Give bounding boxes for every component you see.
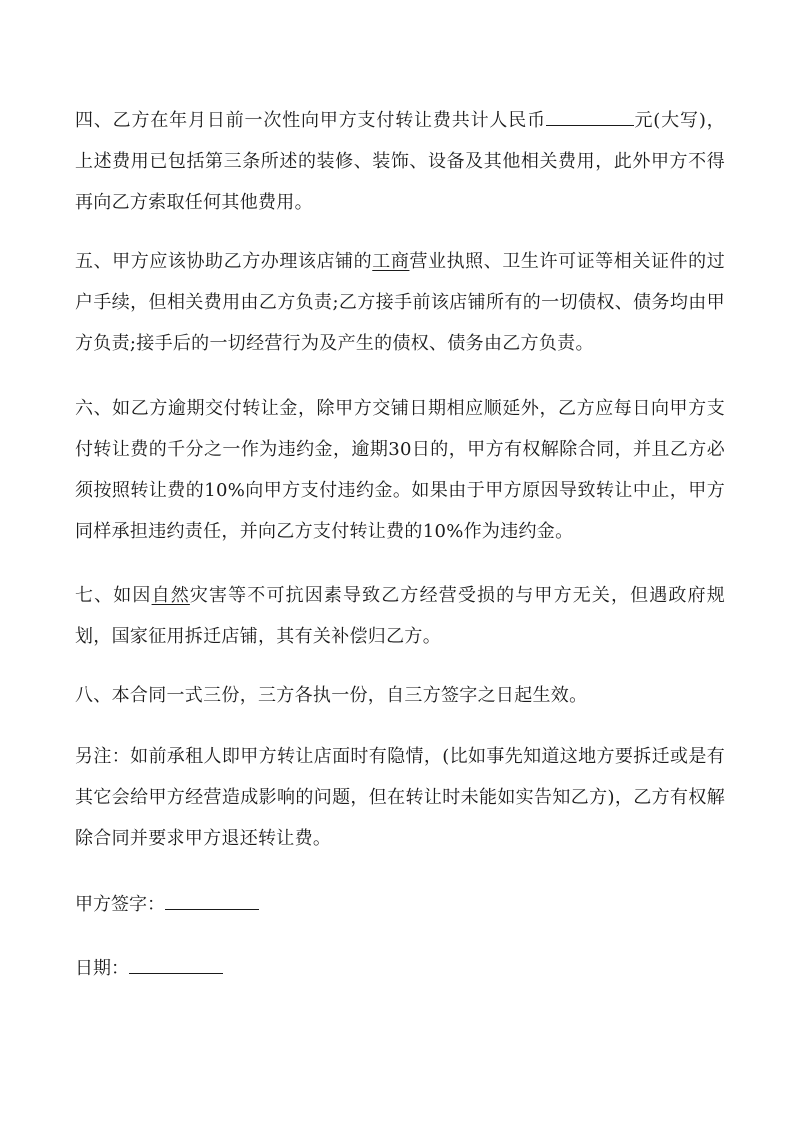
clause-7-text-a: 七、如因 (75, 585, 152, 606)
clause-6: 六、如乙方逾期交付转让金，除甲方交铺日期相应顺延外，乙方应每日向甲方支付转让费的千分之一作为违约金，逾期30日的，甲方有权解除合同，并且乙方必须按照转让费的10%向甲方支付违约金。如果由于甲方原因导致转让中止，甲方同样承担违约责任，并向乙方支付转让费的10%作为违约金。 (75, 398, 725, 542)
clause-8: 八、本合同一式三份，三方各执一份，自三方签字之日起生效。 (75, 685, 588, 706)
signature-label: 甲方签字： (75, 894, 165, 915)
date-label: 日期： (75, 958, 129, 979)
date-blank (129, 953, 223, 974)
clause-7-text-b: 灾害等不可抗因素导致乙方经营受损的与甲方无关，但遇政府规划，国家征用拆迁店铺，其有关补偿归乙方。 (75, 585, 726, 647)
signature-blank (165, 889, 259, 910)
clause-4 (75, 100, 725, 223)
clause-5-underlined: 工商 (372, 251, 410, 272)
clause-5-text-b: 营业执照、卫生许可证等相关证件的过户手续，但相关费用由乙方负责;乙方接手前该店铺所有的一切债权、债务均由甲方负责;接手后的一切经营行为及产生的债权、债务由乙方负责。 (75, 251, 725, 354)
clause-7-underlined: 自然 (151, 585, 190, 606)
clause-5-text-a: 五、甲方应该协助乙方办理该店铺的 (75, 251, 373, 272)
clause-7 (75, 575, 725, 657)
note-paragraph: 另注：如前承租人即甲方转让店面时有隐情，(比如事先知道这地方要拆迁或是有其它会给甲方经营造成影响的问题，但在转让时未能如实告知乙方)，乙方有权解除合同并要求甲方退还转让费。 (75, 746, 725, 849)
date-line (75, 953, 223, 984)
amount-blank (546, 105, 634, 126)
clause-5 (75, 241, 725, 364)
clause-4-text-a: 四、乙方在年月日前一次性向甲方支付转让费共计人民币 (75, 110, 546, 131)
clause-4-text-b: 元(大写)，上述费用已包括第三条所述的装修、装饰、设备及其他相关费用，此外甲方不得再向乙方索取任何其他费用。 (75, 110, 725, 213)
party-a-signature (75, 889, 259, 920)
